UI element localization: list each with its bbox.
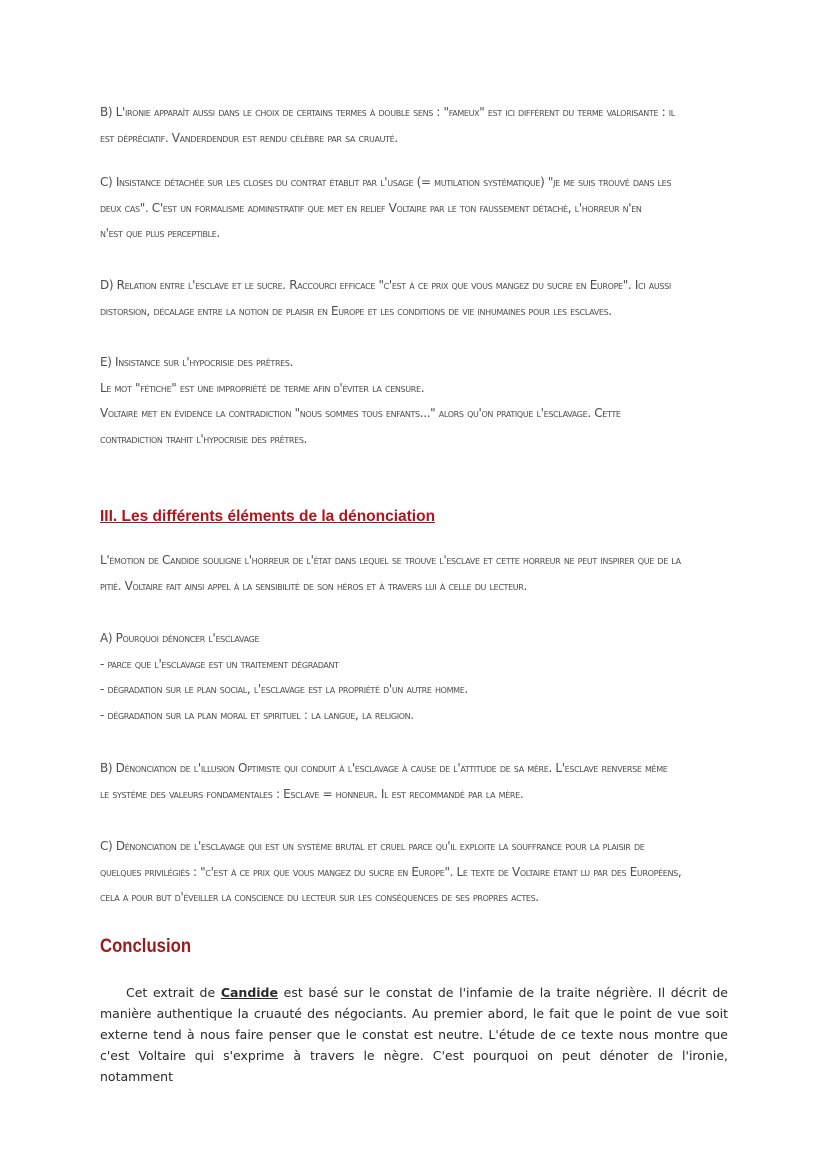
item-e-line-1: E) Insistance sur l'hypocrisie des prêtres. bbox=[100, 355, 294, 369]
book-title-link: Candide bbox=[220, 985, 278, 1000]
s3-item-c-line-1: C) Dénonciation de l'esclavage qui est un système brutal et cruel parce qu'il exploite la souffrance pour la plaisir de bbox=[100, 839, 645, 853]
item-c-line-3: n'est que plus perceptible. bbox=[100, 226, 220, 240]
intro-line-2: pitié. Voltaire fait ainsi appel à la sensibilité de son héros et à travers lui à celle du lecteur. bbox=[100, 578, 527, 593]
item-b-line-1: B) L'ironie apparaît aussi dans le choix de certains termes à double sens : "fameux" est ici différent du terme valorisante : il bbox=[100, 105, 675, 119]
s3-item-b-line-1: B) Dénonciation de l'illusion Optimiste qui conduit à l'esclavage à cause de l'attitude de sa mère. L'esclave renverse même bbox=[100, 761, 668, 775]
s3-item-c-line-3: cela a pour but d'éveiller la conscience du lecteur sur les conséquences de ses propres actes. bbox=[100, 890, 539, 904]
intro-line-1: L'émotion de Candide souligne l'horreur de l'état dans lequel se trouve l'esclave et cette horreur ne peut inspirer que de la bbox=[100, 553, 681, 567]
item-a-line-4: - dégradation sur la plan moral et spirituel : la langue, la religion. bbox=[100, 707, 414, 722]
section-3-title: III. Les différents éléments de la dénonciation bbox=[100, 508, 436, 525]
item-a-line-1: A) Pourquoi dénoncer l'esclavage bbox=[100, 631, 260, 645]
item-e-line-4: contradiction trahit l'hypocrisie des prêtres. bbox=[100, 431, 308, 446]
item-e-line-3: Voltaire met en évidence la contradiction "nous sommes tous enfants..." alors qu'on pratique l'esclavage. Cette bbox=[100, 406, 621, 420]
item-b bbox=[100, 100, 740, 151]
conclusion-text-before: Cet extrait de bbox=[126, 985, 221, 1000]
section-3-item-b bbox=[100, 756, 740, 807]
conclusion-title: Conclusion bbox=[100, 936, 192, 957]
item-a-line-2: - parce que l'esclavage est un traitement dégradant bbox=[100, 656, 339, 671]
item-c bbox=[100, 170, 740, 247]
section-3-intro bbox=[100, 548, 740, 599]
item-d-line-2: distorsion, décalage entre la notion de plaisir en Europe et les conditions de vie inhumaines pour les esclaves. bbox=[100, 303, 612, 318]
conclusion-text-after: est basé sur le constat de l'infamie de la traite négrière. Il décrit de manière authentique la cruauté des négociants. Au premier abord, le fait que le point de vue soit externe tend à nous faire penser que le constat est neutre. L'étude de ce texte nous montre que c'est Voltaire qui s'exprime à travers le nègre. C'est pourquoi on peut dénoter de l'ironie, notamment bbox=[100, 985, 728, 1084]
item-e bbox=[100, 350, 740, 452]
item-c-line-2: deux cas". C'est un formalisme administratif que met en relief Voltaire par le ton faussement détaché, l'horreur n'en bbox=[100, 200, 642, 215]
item-a-line-3: - dégradation sur le plan social, l'esclavage est la propriété d'un autre homme. bbox=[100, 682, 468, 696]
conclusion-paragraph bbox=[100, 982, 728, 1087]
item-d bbox=[100, 273, 740, 324]
item-d-line-1: D) Relation entre l'esclave et le sucre. Raccourci efficace "c'est à ce prix que vous mangez du sucre en Europe". Ici aussi bbox=[100, 278, 671, 292]
s3-item-c-line-2: quelques privilégiés : "c'est à ce prix que vous mangez du sucre en Europe". Le texte de Voltaire étant lu par des Européens, bbox=[100, 864, 682, 879]
item-e-line-2: Le mot "fétiche" est une impropriété de terme afin d'éviter la censure. bbox=[100, 380, 425, 395]
section-3-item-c bbox=[100, 834, 740, 911]
item-b-line-2: est dépréciatif. Vanderdendur est rendu célèbre par sa cruauté. bbox=[100, 130, 398, 145]
s3-item-b-line-2: le système des valeurs fondamentales : Esclave = honneur. Il est recommandé par la mère. bbox=[100, 786, 524, 801]
item-c-line-1: C) Insistance détachée sur les closes du contrat établit par l'usage (= mutilation systématique) "je me suis trouvé dans les bbox=[100, 175, 672, 189]
section-3-item-a bbox=[100, 626, 740, 728]
